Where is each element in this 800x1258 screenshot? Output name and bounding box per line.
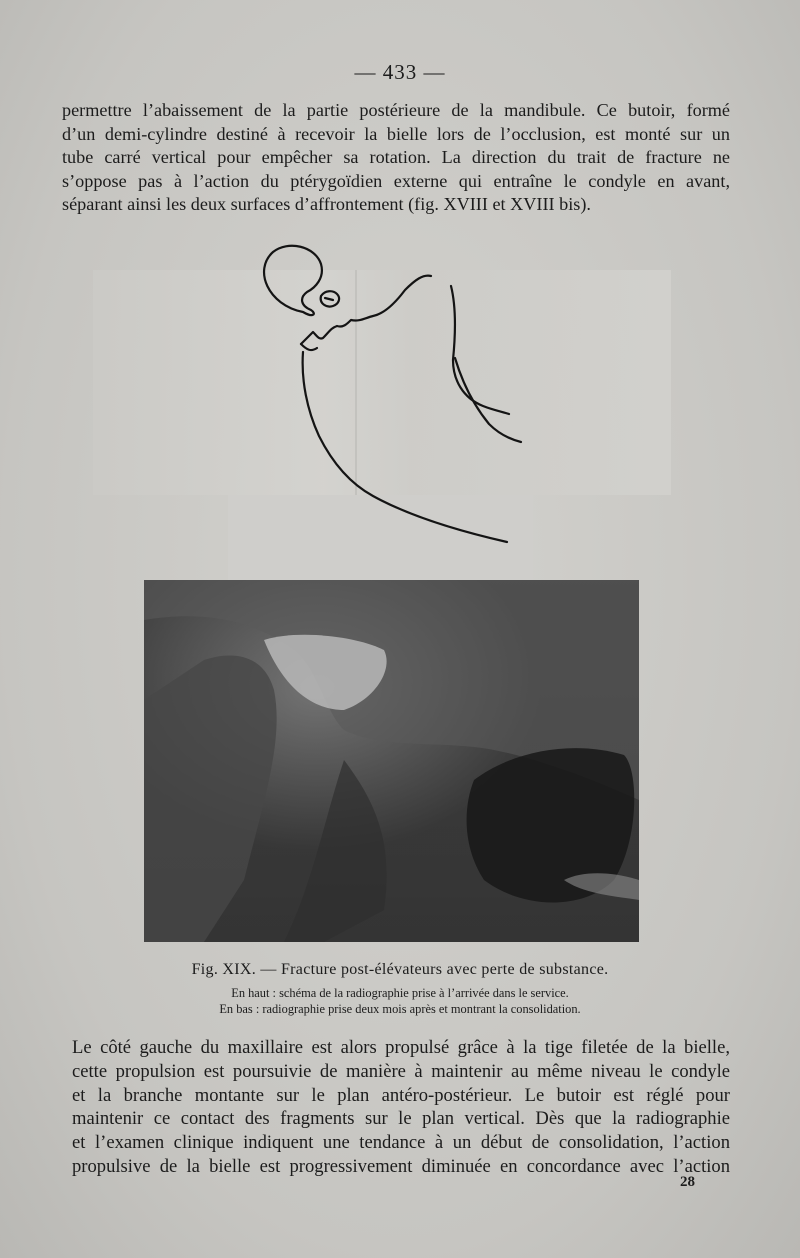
- paragraph-top: [62, 99, 730, 217]
- figure-title: — Fracture post-élévateurs avec perte de substance.: [260, 961, 609, 978]
- mandible-schema-drawing: [93, 240, 671, 580]
- signature-mark: 28: [680, 1174, 695, 1190]
- radiograph-image: [144, 580, 639, 942]
- paragraph-line: cette propulsion est poursuivie de manière à maintenir au même niveau le condyle: [72, 1060, 730, 1082]
- figure-caption-title: [0, 961, 800, 979]
- paragraph-line: séparant ainsi les deux surfaces d’affrontement (fig. XVIII et XVIII bis).: [62, 194, 591, 215]
- paragraph-line: et la branche montante sur le plan antéro-postérieur. Le butoir est réglé pour: [72, 1084, 730, 1106]
- schema-figure: [93, 240, 671, 580]
- page-number: — 433 —: [354, 60, 446, 84]
- paragraph-line: tube carré vertical pour empêcher sa rotation. La direction du trait de fracture ne: [62, 147, 730, 168]
- paragraph-line: propulsive de la bielle est progressivement diminuée en concordance avec l’action: [72, 1155, 730, 1177]
- paragraph-line: s’oppose pas à l’action du ptérygoïdien externe qui entraîne le condyle en avant,: [62, 170, 730, 191]
- figure-caption-line: En haut : schéma de la radiographie prise à l’arrivée dans le service.: [231, 986, 569, 1000]
- paragraph-line: et l’examen clinique indiquent une tendance à un début de consolidation, l’action: [72, 1132, 730, 1154]
- paragraph-line: d’un demi-cylindre destiné à recevoir la bielle lors de l’occlusion, est monté sur un: [62, 123, 730, 144]
- radiograph-photo: [144, 580, 639, 942]
- paragraph-line: Le côté gauche du maxillaire est alors propulsé grâce à la tige filetée de la bielle,: [72, 1037, 730, 1058]
- paragraph-line: maintenir ce contact des fragments sur le plan vertical. Dès que la radiographie: [72, 1108, 730, 1130]
- paragraph-line: permettre l’abaissement de la partie postérieure de la mandibule. Ce butoir, formé: [62, 100, 730, 120]
- paragraph-bottom: [72, 1036, 730, 1179]
- figure-caption-line: En bas : radiographie prise deux mois après et montrant la consolidation.: [219, 1002, 581, 1016]
- figure-label: Fig. XIX.: [191, 961, 257, 978]
